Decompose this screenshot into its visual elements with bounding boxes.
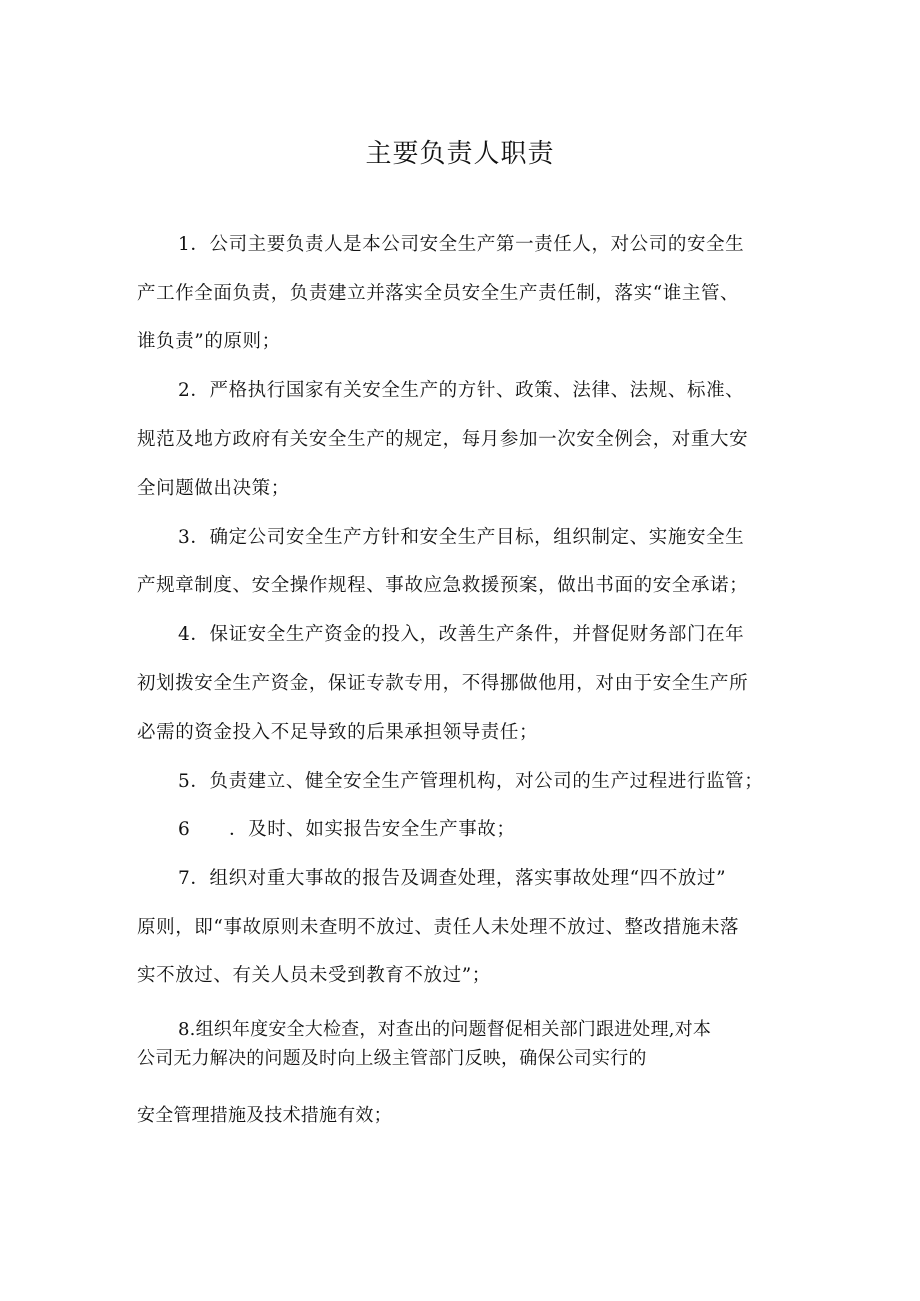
item-7-line-1: 7．组织对重大事故的报告及调查处理，落实事故处理“四不放过” [178, 868, 727, 889]
document-title: 主要负责人职责 [365, 139, 555, 169]
item-1-line-1: 1．公司主要负责人是本公司安全生产第一责任人，对公司的安全生 [178, 234, 745, 255]
item-8-line-3: 安全管理措施及技术措施有效； [137, 1105, 392, 1126]
item-4-line-3: 必需的资金投入不足导致的后果承担领导责任； [137, 722, 539, 743]
item-7-line-2: 原则，即“事故原则未查明不放过、责任人未处理不放过、整改措施未落 [137, 917, 740, 938]
item-6-number: 6 [178, 819, 191, 840]
item-6-text: ．及时、如实报告安全生产事故； [229, 819, 516, 840]
item-5-line-1: 5．负责建立、健全安全生产管理机构，对公司的生产过程进行监管； [178, 771, 764, 792]
item-4-line-1: 4．保证安全生产资金的投入，改善生产条件，并督促财务部门在年 [178, 624, 745, 645]
item-2-line-2: 规范及地方政府有关安全生产的规定，每月参加一次安全例会，对重大安 [137, 429, 749, 450]
item-8-line-2: 公司无力解决的问题及时向上级主管部门反映，确保公司实行的 [137, 1048, 647, 1069]
item-7-line-3: 实不放过、有关人员未受到教育不放过”； [137, 965, 491, 986]
item-1-line-2: 产工作全面负责，负责建立并落实全员安全生产责任制，落实“谁主管、 [137, 283, 740, 304]
item-2-line-1: 2．严格执行国家有关安全生产的方针、政策、法律、法规、标准、 [178, 380, 745, 401]
item-8-line-1: 8.组织年度安全大检查，对查出的问题督促相关部门跟进处理,对本 [178, 1019, 712, 1040]
item-3-line-1: 3．确定公司安全生产方针和安全生产目标，组织制定、实施安全生 [178, 527, 745, 548]
item-4-line-2: 初划拨安全生产资金，保证专款专用，不得挪做他用，对由于安全生产所 [137, 673, 749, 694]
item-3-line-2: 产规章制度、安全操作规程、事故应急救援预案，做出书面的安全承诺； [137, 575, 749, 596]
item-2-line-3: 全问题做出决策； [137, 478, 290, 499]
item-1-line-3: 谁负责”的原则； [137, 331, 281, 352]
